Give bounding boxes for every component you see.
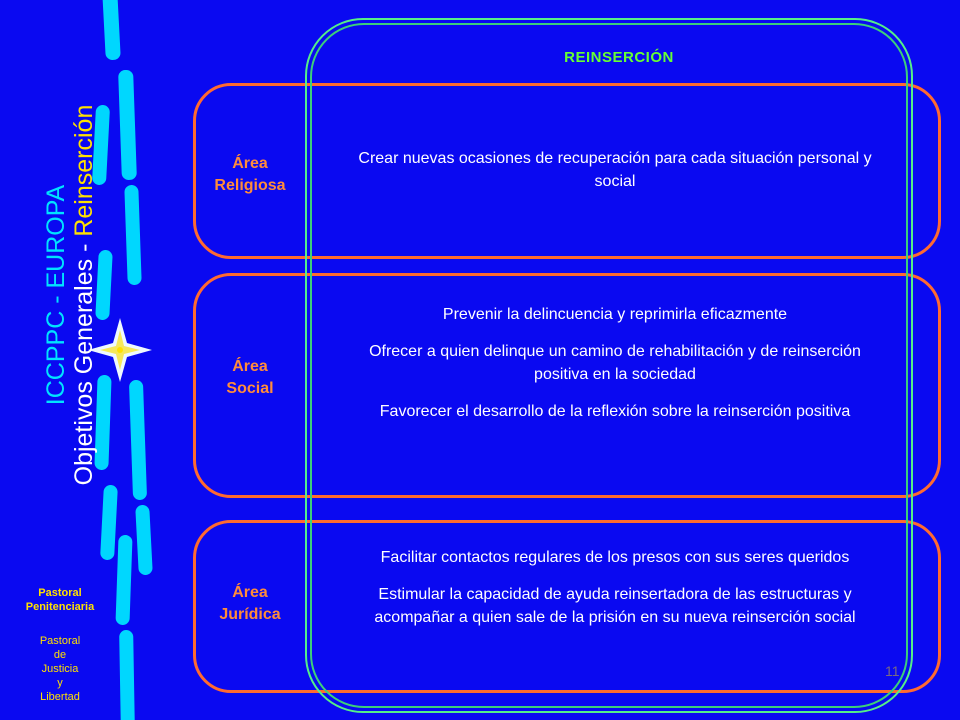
title-line-2-prefix: Objetivos Generales - (70, 236, 98, 486)
area-label-social-line-1: Área (232, 358, 268, 375)
pastoral-justicia-line-3: Justicia (41, 663, 79, 675)
objectives-religiosa (355, 147, 875, 207)
pastoral-justicia-line-2: de (53, 649, 67, 661)
objective-text: Facilitar contactos regulares de los presos con sus seres queridos (380, 549, 850, 566)
objectives-juridica (355, 546, 875, 643)
objective-text: Favorecer el desarrollo de la reflexión sobre la reinserción positiva (379, 403, 851, 420)
area-label-social-line-2: Social (226, 380, 274, 397)
stripe-7 (129, 380, 147, 500)
title-line-2-highlight: Reinserción (70, 104, 98, 237)
page-number: 11 (885, 663, 900, 679)
objective-text: Crear nuevas ocasiones de recuperación para cada situación personal y social (358, 150, 872, 190)
title-line-1: ICCPPC - EUROPA (42, 184, 70, 406)
area-label-religiosa (198, 153, 302, 197)
area-label-religiosa-line-2: Religiosa (214, 177, 286, 194)
pastoral-justicia-line-1: Pastoral (39, 635, 81, 647)
pastoral-justicia-line-4: y (57, 677, 63, 689)
area-label-juridica (198, 582, 302, 626)
objective-text: Prevenir la delincuencia y reprimirla eficazmente (442, 306, 788, 323)
area-label-juridica-line-1: Área (232, 584, 268, 601)
stripe-2 (118, 70, 137, 180)
vertical-title (42, 85, 100, 505)
stripe-8 (100, 485, 118, 561)
area-label-juridica-line-2: Jurídica (219, 606, 281, 623)
pastoral-penitenciaria-label (0, 586, 120, 614)
area-label-religiosa-line-1: Área (232, 155, 268, 172)
stripe-4 (124, 185, 141, 285)
title-line-2 (70, 85, 98, 505)
pastoral-justicia-line-5: Libertad (40, 691, 80, 703)
pastoral-penitenciaria-line-1: Pastoral (38, 587, 82, 599)
objective-text: Estimular la capacidad de ayuda reinsertadora de las estructuras y acompañar a quien sale de la prisión en su nueva reinserción social (374, 586, 856, 626)
objective-text: Ofrecer a quien delinque un camino de rehabilitación y de reinserción positiva en la sociedad (369, 343, 861, 383)
pastoral-justicia-label (0, 634, 120, 704)
pastoral-penitenciaria-line-2: Penitenciaria (25, 601, 95, 613)
stripe-11 (119, 630, 135, 720)
area-label-social (198, 356, 302, 400)
reinsercion-heading: REINSERCIÓN (564, 49, 674, 66)
stripe-1 (102, 0, 121, 60)
stripe-9 (135, 505, 153, 576)
objectives-social (355, 303, 875, 437)
